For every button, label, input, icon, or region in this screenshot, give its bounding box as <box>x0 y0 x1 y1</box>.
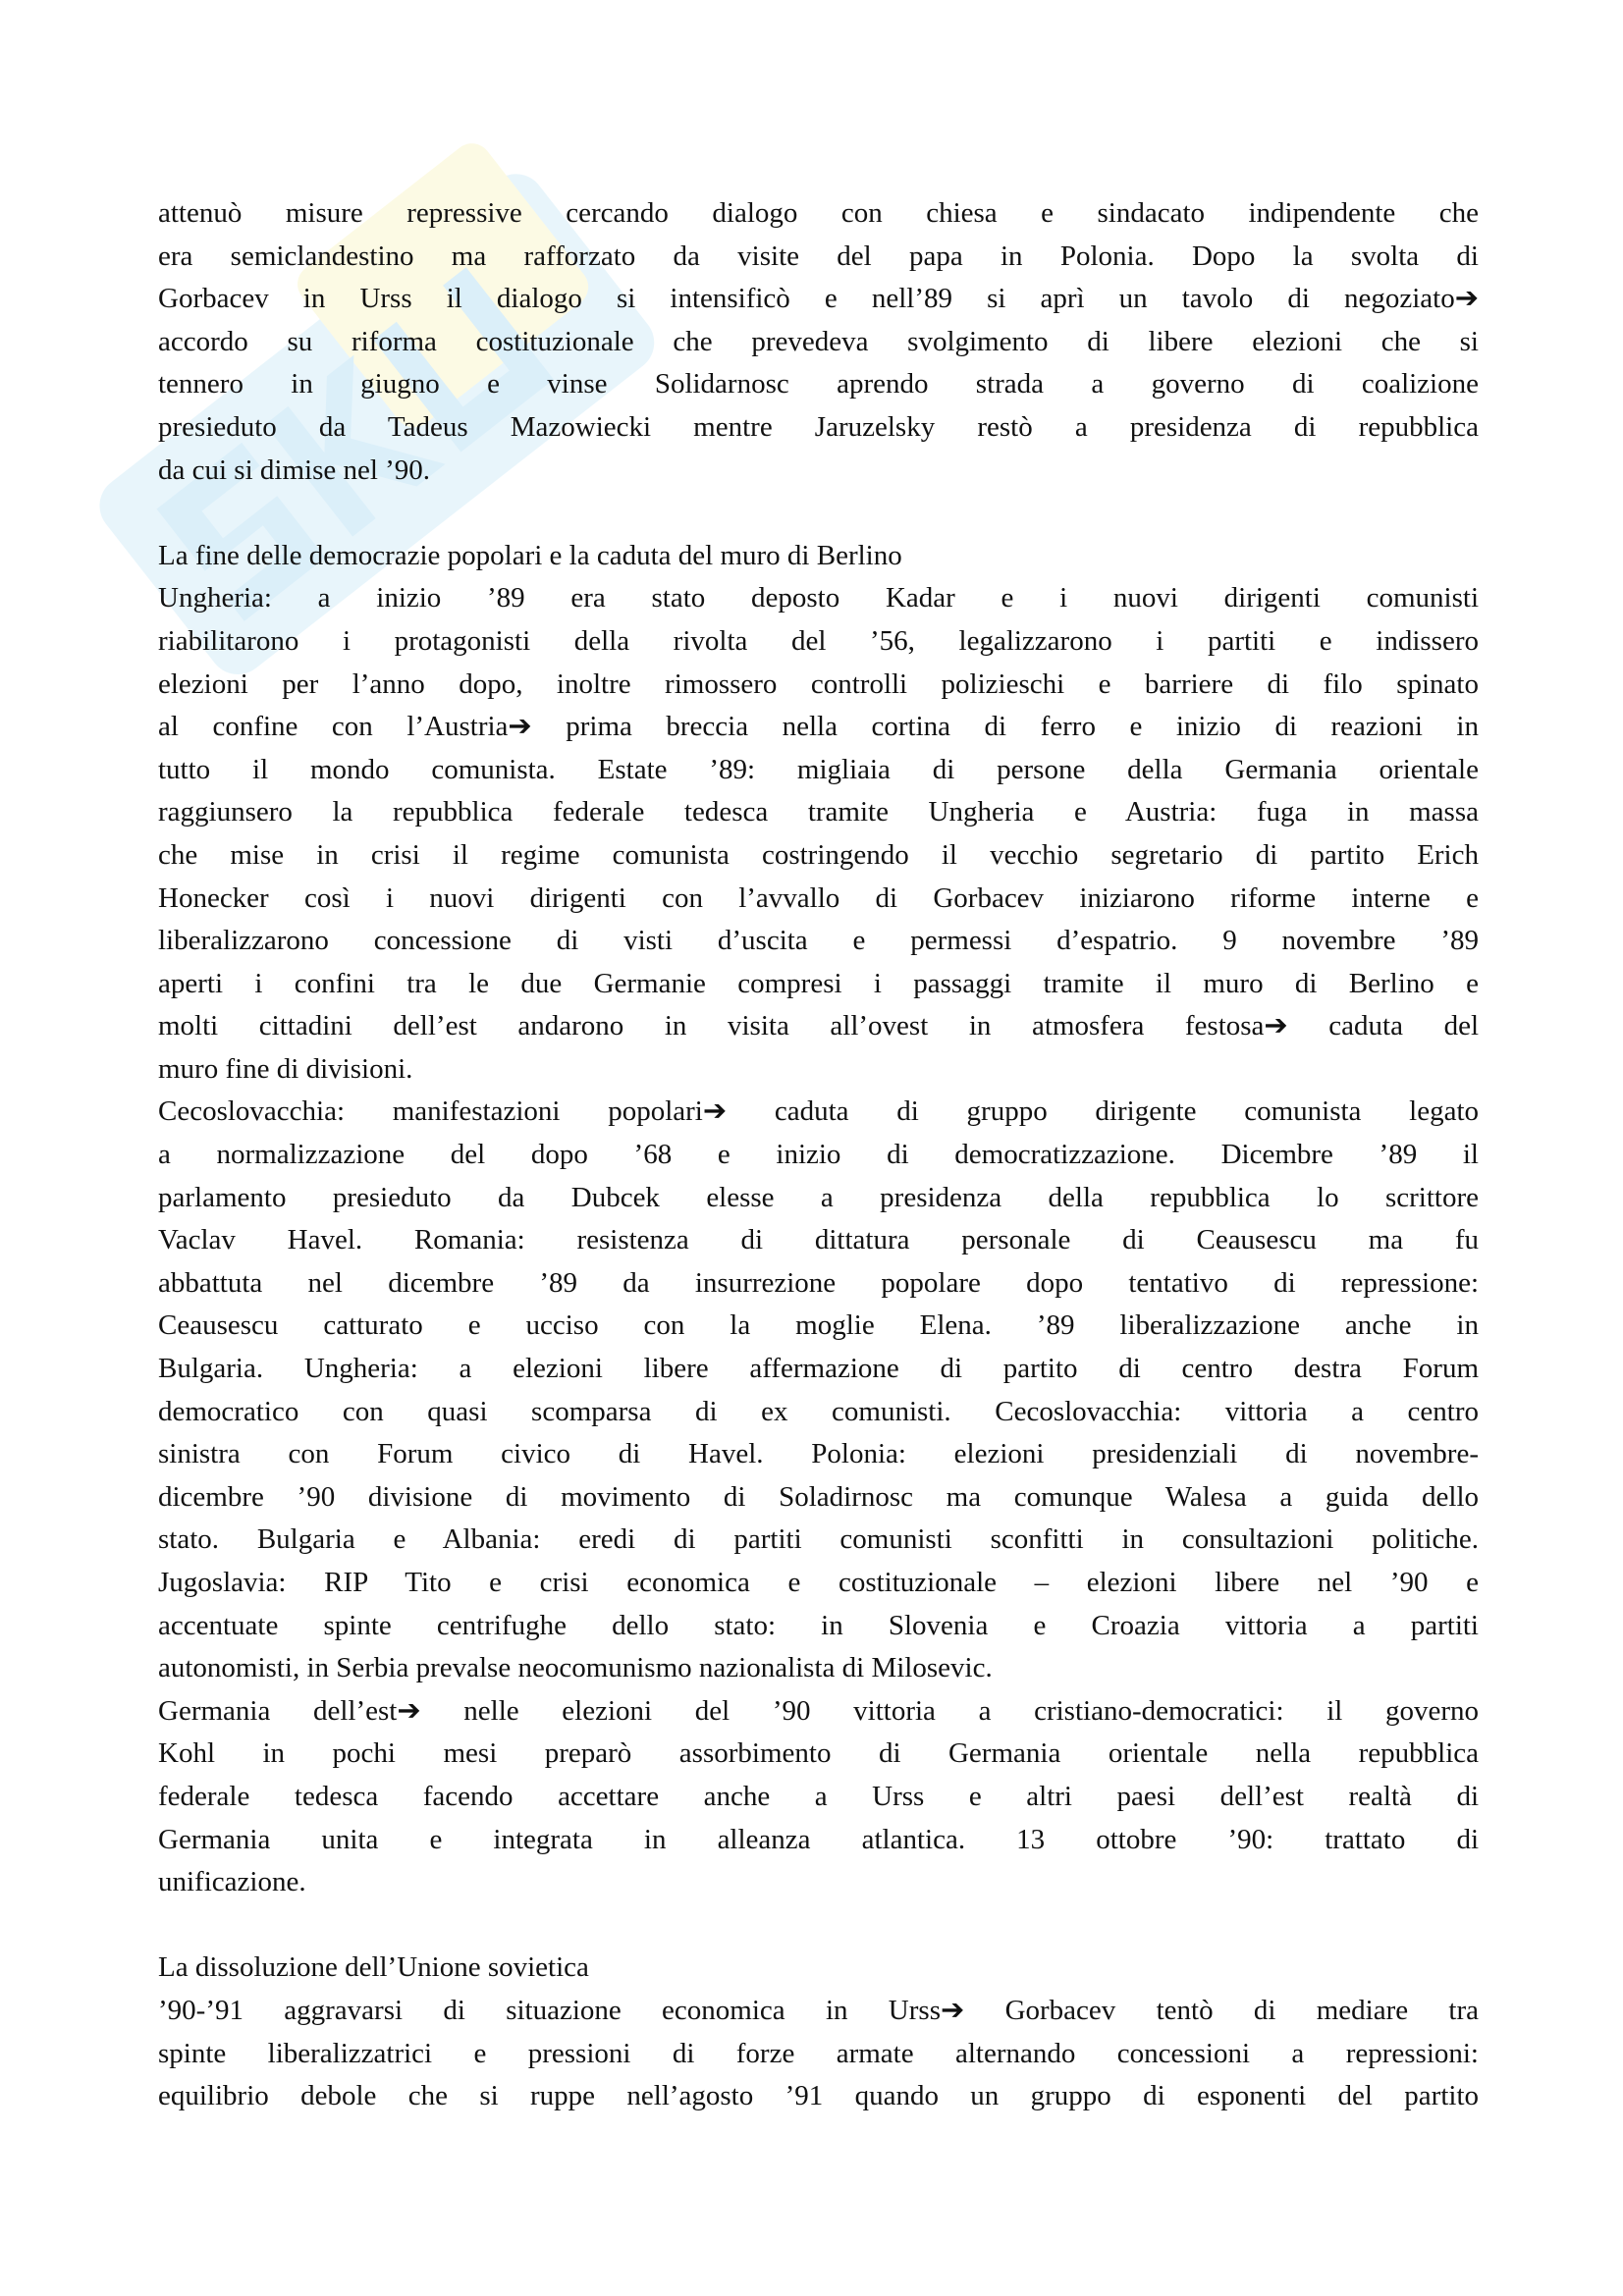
text-line: tutto il mondo comunista. Estate ’89: migliaia di persone della Germania orientale <box>158 753 1479 785</box>
blank-line <box>158 492 1479 535</box>
text-line: Cecoslovacchia: manifestazioni popolari➔ caduta di gruppo dirigente comunista legato <box>158 1095 1479 1128</box>
text-line: La fine delle democrazie popolari e la caduta del muro di Berlino <box>158 539 902 571</box>
paragraph <box>158 577 1479 1091</box>
text-line: elezioni per l’anno dopo, inoltre rimossero controlli polizieschi e barriere di filo spinato <box>158 667 1479 700</box>
text-line: sinistra con Forum civico di Havel. Polonia: elezioni presidenziali di novembre- <box>158 1438 1479 1470</box>
text-line: da cui si dimise nel ’90. <box>158 454 431 486</box>
text-line: equilibrio debole che si ruppe nell’agosto ’91 quando un gruppo di esponenti del partito <box>158 2080 1479 2112</box>
text-line: Germania unita e integrata in alleanza atlantica. 13 ottobre ’90: trattato di <box>158 1823 1479 1855</box>
text-line: Honecker così i nuovi dirigenti con l’avvallo di Gorbacev iniziarono riforme interne e <box>158 881 1479 914</box>
text-line: muro fine di divisioni. <box>158 1052 413 1085</box>
blank-line <box>158 1904 1479 1948</box>
text-line: accordo su riforma costituzionale che prevedeva svolgimento di libere elezioni che si <box>158 325 1479 357</box>
text-line: La dissoluzione dell’Unione sovietica <box>158 1951 589 1984</box>
text-line: che mise in crisi il regime comunista costringendo il vecchio segretario di partito Erich <box>158 838 1479 871</box>
text-line: parlamento presieduto da Dubcek elesse a presidenza della repubblica lo scrittore <box>158 1181 1479 1213</box>
paragraph <box>158 192 1479 492</box>
text-line: Vaclav Havel. Romania: resistenza di dittatura personale di Ceausescu ma fu <box>158 1224 1479 1256</box>
text-line: Jugoslavia: RIP Tito e crisi economica e costituzionale – elezioni libere nel ’90 e <box>158 1567 1479 1598</box>
text-line: presieduto da Tadeus Mazowiecki mentre Jaruzelsky restò a presidenza di repubblica <box>158 410 1479 443</box>
text-line: stato. Bulgaria e Albania: eredi di partiti comunisti sconfitti in consultazioni politiche. <box>158 1523 1479 1556</box>
text-line: attenuò misure repressive cercando dialogo con chiesa e sindacato indipendente che <box>158 197 1479 229</box>
text-line: Bulgaria. Ungheria: a elezioni libere affermazione di partito di centro destra Forum <box>158 1353 1479 1385</box>
paragraph <box>158 1990 1479 2118</box>
text-line: ’90-’91 aggravarsi di situazione economica in Urss➔ Gorbacev tentò di mediare tra <box>158 1994 1479 2026</box>
text-line: raggiunsero la repubblica federale tedesca tramite Ungheria e Austria: fuga in massa <box>158 796 1479 828</box>
text-line: democratico con quasi scomparsa di ex comunisti. Cecoslovacchia: vittoria a centro <box>158 1395 1479 1427</box>
text-line: Kohl in pochi mesi preparò assorbimento di Germania orientale nella repubblica <box>158 1737 1479 1770</box>
text-line: autonomisti, in Serbia prevalse neocomunismo nazionalista di Milosevic. <box>158 1652 993 1684</box>
paragraph <box>158 1091 1479 1689</box>
text-line: accentuate spinte centrifughe dello stato: in Slovenia e Croazia vittoria a partiti <box>158 1609 1479 1641</box>
text-line: molti cittadini dell’est andarono in visita all’ovest in atmosfera festosa➔ caduta del <box>158 1010 1479 1042</box>
text-line: spinte liberalizzatrici e pressioni di forze armate alternando concessioni a repressioni: <box>158 2037 1479 2069</box>
text-line: al confine con l’Austria➔ prima breccia nella cortina di ferro e inizio di reazioni in <box>158 711 1479 743</box>
text-line: Ungheria: a inizio ’89 era stato deposto Kadar e i nuovi dirigenti comunisti <box>158 582 1479 614</box>
text-line: a normalizzazione del dopo ’68 e inizio di democratizzazione. Dicembre ’89 il <box>158 1139 1479 1171</box>
section-heading <box>158 1947 1479 1990</box>
text-line: federale tedesca facendo accettare anche a Urss e altri paesi dell’est realtà di <box>158 1780 1479 1812</box>
paragraph <box>158 1690 1479 1904</box>
text-line: Gorbacev in Urss il dialogo si intensificò e nell’89 si aprì un tavolo di negoziato➔ <box>158 283 1479 315</box>
text-line: abbattuta nel dicembre ’89 da insurrezione popolare dopo tentativo di repressione: <box>158 1266 1479 1299</box>
text-line: unificazione. <box>158 1866 306 1898</box>
text-line: dicembre ’90 divisione di movimento di Soladirnosc ma comunque Walesa a guida dello <box>158 1480 1479 1513</box>
text-line: era semiclandestino ma rafforzato da visite del papa in Polonia. Dopo la svolta di <box>158 240 1479 272</box>
document-body <box>158 192 1479 2118</box>
text-line: liberalizzarono concessione di visti d’uscita e permessi d’espatrio. 9 novembre ’89 <box>158 925 1479 957</box>
text-line: riabilitarono i protagonisti della rivolta del ’56, legalizzarono i partiti e indissero <box>158 624 1479 657</box>
text-line: tennero in giugno e vinse Solidarnosc aprendo strada a governo di coalizione <box>158 368 1479 400</box>
section-heading <box>158 535 1479 578</box>
text-line: Ceausescu catturato e ucciso con la moglie Elena. ’89 liberalizzazione anche in <box>158 1309 1479 1342</box>
text-line: Germania dell’est➔ nelle elezioni del ’90 vittoria a cristiano-democratici: il governo <box>158 1694 1479 1727</box>
text-line: aperti i confini tra le due Germanie compresi i passaggi tramite il muro di Berlino e <box>158 967 1479 999</box>
